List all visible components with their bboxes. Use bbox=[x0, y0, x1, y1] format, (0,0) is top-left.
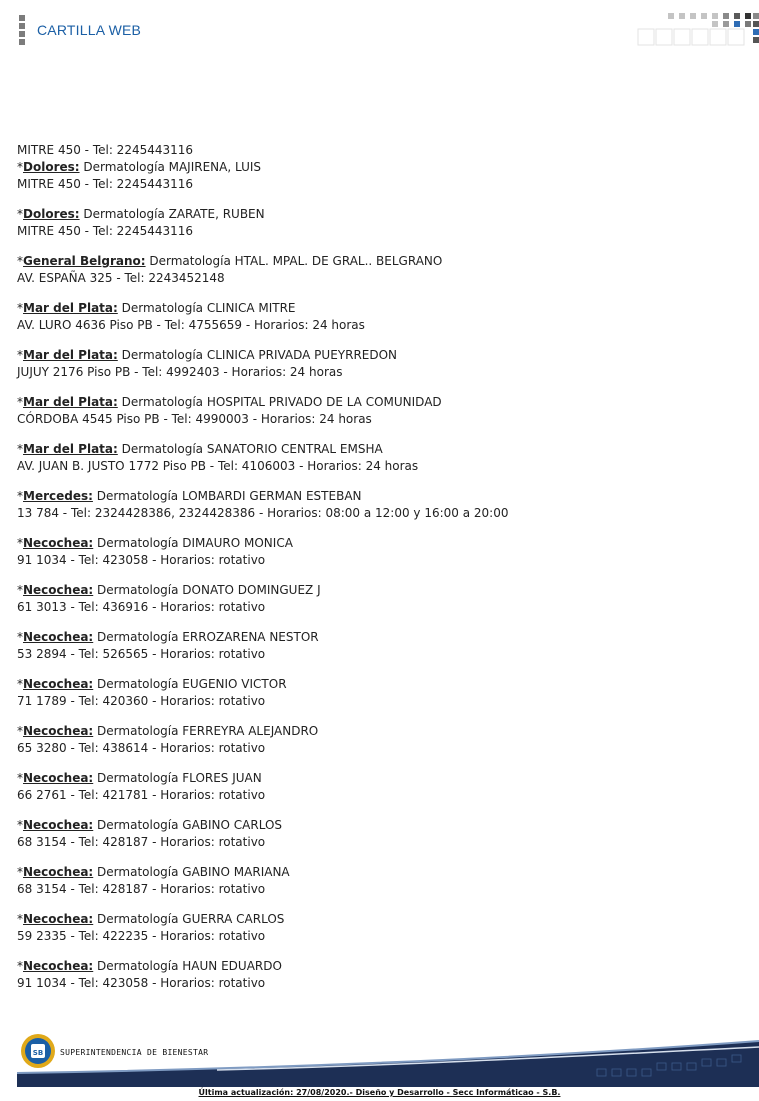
provider-name: Dermatología SANATORIO CENTRAL EMSHA bbox=[117, 442, 383, 456]
city-label: Necochea: bbox=[23, 630, 94, 644]
provider-heading bbox=[17, 535, 737, 552]
provider-address: MITRE 450 - Tel: 2245443116 bbox=[17, 224, 194, 238]
continued-address: MITRE 450 - Tel: 2245443116 bbox=[17, 143, 194, 157]
provider-address: 71 1789 - Tel: 420360 - Horarios: rotativo bbox=[17, 694, 266, 708]
asterisk: * bbox=[17, 912, 23, 926]
svg-text:SB: SB bbox=[32, 1049, 44, 1057]
provider-entry bbox=[17, 300, 737, 334]
provider-entry bbox=[17, 723, 737, 757]
provider-name: Dermatología CLINICA PRIVADA PUEYRREDON bbox=[117, 348, 398, 362]
asterisk: * bbox=[17, 771, 23, 785]
provider-address: AV. LURO 4636 Piso PB - Tel: 4755659 - Horarios: 24 horas bbox=[17, 318, 365, 332]
provider-address: 65 3280 - Tel: 438614 - Horarios: rotativo bbox=[17, 741, 266, 755]
provider-entry bbox=[17, 629, 737, 663]
provider-heading bbox=[17, 770, 737, 787]
provider-heading bbox=[17, 347, 737, 364]
provider-name: Dermatología EUGENIO VICTOR bbox=[93, 677, 287, 691]
city-label: Mercedes: bbox=[23, 489, 93, 503]
provider-heading bbox=[17, 253, 737, 270]
city-label: Necochea: bbox=[23, 818, 94, 832]
provider-address: 68 3154 - Tel: 428187 - Horarios: rotativo bbox=[17, 835, 266, 849]
provider-name: Dermatología CLINICA MITRE bbox=[117, 301, 296, 315]
provider-entry bbox=[17, 864, 737, 898]
institution-logo bbox=[19, 1033, 57, 1069]
provider-heading bbox=[17, 723, 737, 740]
provider-name: Dermatología FLORES JUAN bbox=[93, 771, 262, 785]
provider-heading bbox=[17, 441, 737, 458]
city-label: Dolores: bbox=[23, 207, 80, 221]
entries-container bbox=[17, 159, 737, 992]
asterisk: * bbox=[17, 442, 23, 456]
asterisk: * bbox=[17, 160, 23, 174]
provider-heading bbox=[17, 911, 737, 928]
city-label: Necochea: bbox=[23, 771, 94, 785]
footer-update-note: Última actualización: 27/08/2020.- Diseño y Desarrollo - Secc Informáticao - S.B. bbox=[198, 1088, 561, 1097]
asterisk: * bbox=[17, 207, 23, 221]
provider-heading bbox=[17, 629, 737, 646]
provider-address: 13 784 - Tel: 2324428386, 2324428386 - Horarios: 08:00 a 12:00 y 16:00 a 20:00 bbox=[17, 506, 509, 520]
header-decoration bbox=[636, 12, 759, 48]
provider-entry bbox=[17, 347, 737, 381]
provider-entry bbox=[17, 488, 737, 522]
provider-name: Dermatología HAUN EDUARDO bbox=[93, 959, 282, 973]
provider-heading bbox=[17, 958, 737, 975]
asterisk: * bbox=[17, 395, 23, 409]
footer-wave-band bbox=[17, 1033, 759, 1087]
provider-name: Dermatología HOSPITAL PRIVADO DE LA COMUNIDAD bbox=[117, 395, 442, 409]
provider-name: Dermatología DONATO DOMINGUEZ J bbox=[93, 583, 321, 597]
footer-organization-name: SUPERINTENDENCIA DE BIENESTAR bbox=[60, 1048, 209, 1057]
page-title: CARTILLA WEB bbox=[37, 22, 142, 38]
provider-address: 53 2894 - Tel: 526565 - Horarios: rotativo bbox=[17, 647, 266, 661]
asterisk: * bbox=[17, 348, 23, 362]
provider-address: 59 2335 - Tel: 422235 - Horarios: rotativo bbox=[17, 929, 266, 943]
asterisk: * bbox=[17, 724, 23, 738]
provider-name: Dermatología HTAL. MPAL. DE GRAL.. BELGRANO bbox=[145, 254, 443, 268]
asterisk: * bbox=[17, 536, 23, 550]
provider-address: 66 2761 - Tel: 421781 - Horarios: rotativo bbox=[17, 788, 266, 802]
provider-entry bbox=[17, 253, 737, 287]
provider-name: Dermatología MAJIRENA, LUIS bbox=[79, 160, 262, 174]
provider-name: Dermatología ZARATE, RUBEN bbox=[79, 207, 265, 221]
provider-entry bbox=[17, 676, 737, 710]
city-label: Necochea: bbox=[23, 677, 94, 691]
provider-entry bbox=[17, 582, 737, 616]
city-label: Dolores: bbox=[23, 160, 80, 174]
provider-address: 68 3154 - Tel: 428187 - Horarios: rotativo bbox=[17, 882, 266, 896]
asterisk: * bbox=[17, 301, 23, 315]
city-label: Necochea: bbox=[23, 912, 94, 926]
provider-address: JUJUY 2176 Piso PB - Tel: 4992403 - Horarios: 24 horas bbox=[17, 365, 343, 379]
asterisk: * bbox=[17, 959, 23, 973]
city-label: General Belgrano: bbox=[23, 254, 146, 268]
header-accent-bar bbox=[19, 15, 25, 46]
footer bbox=[17, 1033, 759, 1087]
provider-heading bbox=[17, 582, 737, 599]
provider-entry bbox=[17, 958, 737, 992]
city-label: Mar del Plata: bbox=[23, 442, 118, 456]
provider-address: CÓRDOBA 4545 Piso PB - Tel: 4990003 - Horarios: 24 horas bbox=[17, 412, 372, 426]
asterisk: * bbox=[17, 630, 23, 644]
asterisk: * bbox=[17, 818, 23, 832]
city-label: Mar del Plata: bbox=[23, 301, 118, 315]
city-label: Necochea: bbox=[23, 865, 94, 879]
provider-entry bbox=[17, 394, 737, 428]
provider-entry bbox=[17, 441, 737, 475]
asterisk: * bbox=[17, 677, 23, 691]
provider-name: Dermatología GABINO MARIANA bbox=[93, 865, 290, 879]
provider-address: 61 3013 - Tel: 436916 - Horarios: rotativo bbox=[17, 600, 266, 614]
provider-heading bbox=[17, 676, 737, 693]
provider-name: Dermatología GUERRA CARLOS bbox=[93, 912, 285, 926]
provider-list bbox=[17, 142, 737, 992]
provider-address: MITRE 450 - Tel: 2245443116 bbox=[17, 177, 194, 191]
asterisk: * bbox=[17, 865, 23, 879]
provider-name: Dermatología ERROZARENA NESTOR bbox=[93, 630, 319, 644]
provider-name: Dermatología LOMBARDI GERMAN ESTEBAN bbox=[92, 489, 362, 503]
asterisk: * bbox=[17, 489, 23, 503]
city-label: Necochea: bbox=[23, 583, 94, 597]
provider-entry bbox=[17, 535, 737, 569]
provider-address: AV. JUAN B. JUSTO 1772 Piso PB - Tel: 4106003 - Horarios: 24 horas bbox=[17, 459, 419, 473]
provider-name: Dermatología FERREYRA ALEJANDRO bbox=[93, 724, 319, 738]
provider-heading bbox=[17, 206, 737, 223]
city-label: Necochea: bbox=[23, 959, 94, 973]
provider-address: 91 1034 - Tel: 423058 - Horarios: rotativo bbox=[17, 553, 266, 567]
provider-entry bbox=[17, 770, 737, 804]
asterisk: * bbox=[17, 254, 23, 268]
provider-entry bbox=[17, 817, 737, 851]
provider-heading bbox=[17, 817, 737, 834]
city-label: Mar del Plata: bbox=[23, 348, 118, 362]
provider-name: Dermatología DIMAURO MONICA bbox=[93, 536, 293, 550]
provider-heading bbox=[17, 864, 737, 881]
city-label: Mar del Plata: bbox=[23, 395, 118, 409]
asterisk: * bbox=[17, 583, 23, 597]
provider-heading bbox=[17, 488, 737, 505]
provider-entry bbox=[17, 911, 737, 945]
provider-name: Dermatología GABINO CARLOS bbox=[93, 818, 283, 832]
provider-address: 91 1034 - Tel: 423058 - Horarios: rotativo bbox=[17, 976, 266, 990]
city-label: Necochea: bbox=[23, 536, 94, 550]
provider-entry bbox=[17, 206, 737, 240]
provider-address: AV. ESPAÑA 325 - Tel: 2243452148 bbox=[17, 271, 225, 285]
provider-entry bbox=[17, 159, 737, 193]
provider-heading bbox=[17, 394, 737, 411]
provider-heading bbox=[17, 159, 737, 176]
city-label: Necochea: bbox=[23, 724, 94, 738]
provider-heading bbox=[17, 300, 737, 317]
